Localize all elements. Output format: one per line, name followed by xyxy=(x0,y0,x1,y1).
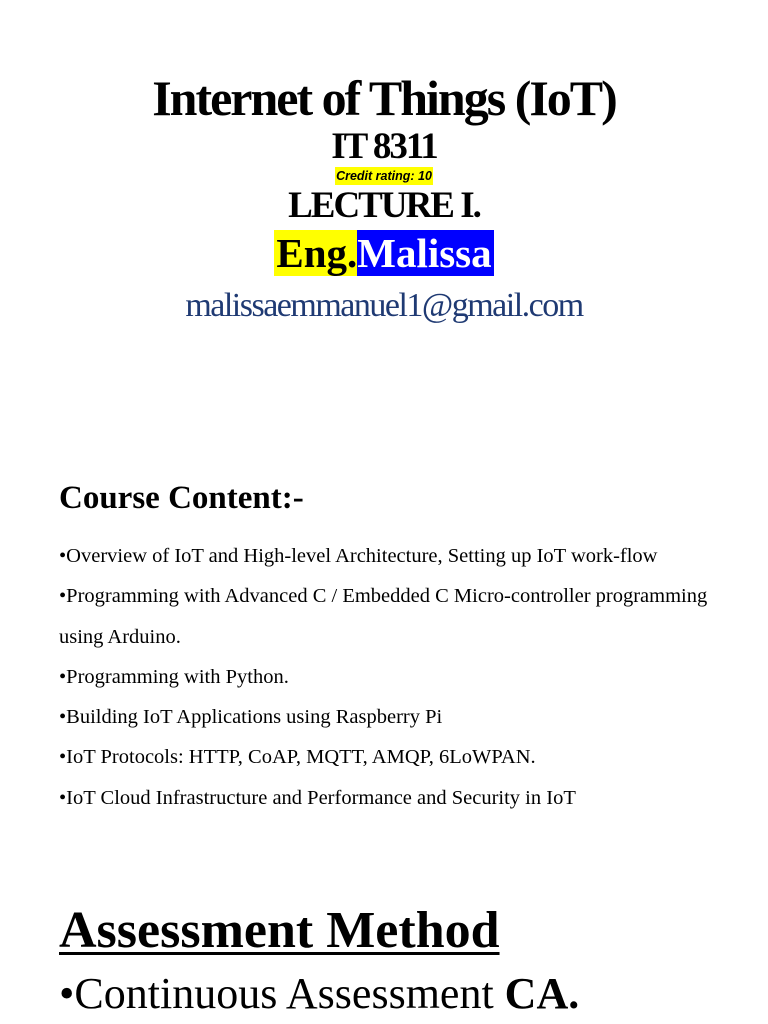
assessment-item-abbr: CA. xyxy=(504,969,580,1018)
instructor-prefix: Eng. xyxy=(276,230,358,276)
instructor-email[interactable]: malissaemmanuel1@gmail.com xyxy=(185,287,583,324)
course-content-heading: Course Content:- xyxy=(59,480,304,516)
credit-rating: Credit rating: 10 xyxy=(336,169,432,183)
list-item: •Programming with Python. xyxy=(59,665,289,688)
lecture-number: LECTURE I. xyxy=(288,185,480,226)
list-item: •IoT Protocols: HTTP, CoAP, MQTT, AMQP, 6LoWPAN. xyxy=(59,746,536,769)
assessment-heading: Assessment Method xyxy=(59,902,500,959)
list-item: •Overview of IoT and High-level Architecture, Setting up IoT work-flow xyxy=(59,545,658,567)
list-item: •IoT Cloud Infrastructure and Performance and Security in IoT xyxy=(59,786,576,809)
instructor-name: Malissa xyxy=(357,230,492,276)
list-item: •Building IoT Applications using Raspberry Pi xyxy=(59,706,443,729)
course-code: IT 8311 xyxy=(331,126,437,167)
instructor xyxy=(0,228,768,278)
assessment-item xyxy=(59,965,579,1023)
assessment-item-text: •Continuous Assessment xyxy=(59,969,505,1018)
list-item: •Programming with Advanced C / Embedded C Micro-controller programming using Arduino. xyxy=(59,585,708,648)
document-title: Internet of Things (IoT) xyxy=(152,70,616,126)
credit-rating-line xyxy=(0,167,768,185)
course-content-list xyxy=(59,536,739,818)
